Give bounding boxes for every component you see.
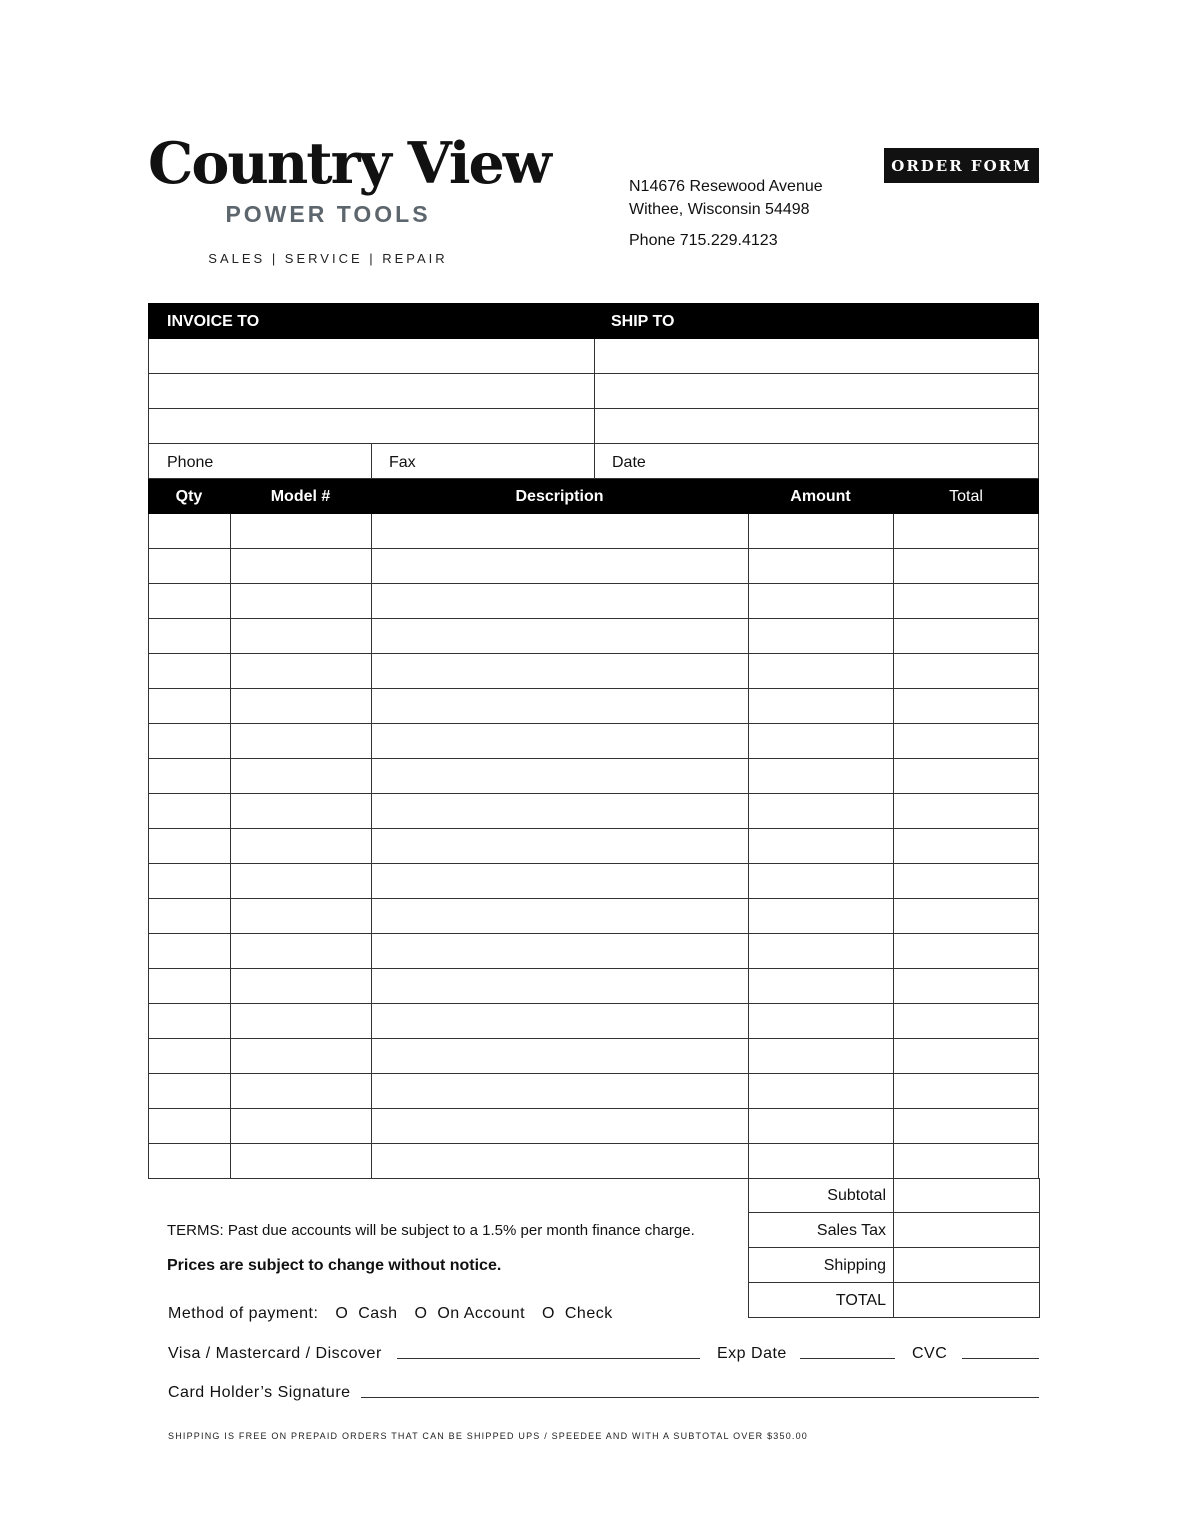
- table-row[interactable]: [149, 689, 1038, 724]
- table-row[interactable]: [149, 794, 1038, 829]
- table-row[interactable]: [149, 1039, 1038, 1074]
- table-row[interactable]: [149, 829, 1038, 864]
- table-row[interactable]: [149, 899, 1038, 934]
- address-line2: Withee, Wisconsin 54498: [629, 201, 810, 218]
- table-row[interactable]: [149, 549, 1038, 584]
- address-phone: Phone 715.229.4123: [629, 232, 778, 249]
- address-block: [148, 303, 1039, 479]
- table-row[interactable]: [149, 759, 1038, 794]
- exp-date-label: Exp Date: [717, 1345, 787, 1362]
- invoice-to-heading: INVOICE TO: [167, 313, 260, 330]
- order-form-badge: ORDER FORM: [884, 148, 1039, 183]
- brand-tagline: SALES | SERVICE | REPAIR: [208, 251, 448, 266]
- table-row[interactable]: [149, 1109, 1038, 1144]
- items-table: [148, 479, 1039, 1179]
- subtotal-label: Subtotal: [827, 1187, 886, 1204]
- date-label: Date: [612, 454, 646, 471]
- fax-label: Fax: [389, 454, 416, 471]
- address-line-row[interactable]: [148, 409, 1039, 444]
- signature-label: Card Holder’s Signature: [168, 1384, 351, 1401]
- shipping-footer-note: SHIPPING IS FREE ON PREPAID ORDERS THAT CAN BE SHIPPED UPS / SPEEDEE AND WITH A SUBTOTAL OVER $350.00: [168, 1431, 809, 1441]
- shipping-row[interactable]: [749, 1248, 1039, 1283]
- qty-header: Qty: [175, 488, 203, 505]
- items-header-bar: [148, 479, 1039, 514]
- payment-option-account[interactable]: O On Account: [414, 1305, 526, 1322]
- payment-method: [168, 1305, 625, 1323]
- payment-option-cash[interactable]: O Cash: [335, 1305, 398, 1322]
- description-header: Description: [515, 488, 604, 505]
- items-body: [148, 514, 1039, 1179]
- payment-option-check[interactable]: O Check: [542, 1305, 613, 1322]
- card-number-field[interactable]: [397, 1358, 700, 1359]
- table-row[interactable]: [149, 1074, 1038, 1109]
- address-line-row[interactable]: [148, 374, 1039, 409]
- contact-row[interactable]: [148, 444, 1039, 479]
- address-line-row[interactable]: [148, 339, 1039, 374]
- exp-date-field[interactable]: [800, 1358, 895, 1359]
- table-row[interactable]: [149, 584, 1038, 619]
- table-row[interactable]: [149, 934, 1038, 969]
- table-row[interactable]: [149, 864, 1038, 899]
- sales-tax-label: Sales Tax: [816, 1222, 886, 1239]
- total-row[interactable]: [749, 1283, 1039, 1318]
- total-header: Total: [949, 488, 983, 505]
- model-header: Model #: [270, 488, 331, 505]
- signature-field[interactable]: [361, 1397, 1039, 1398]
- shipping-label: Shipping: [823, 1257, 886, 1274]
- subtotal-row[interactable]: [749, 1178, 1039, 1213]
- payment-label: Method of payment:: [168, 1305, 319, 1322]
- cvc-field[interactable]: [962, 1358, 1039, 1359]
- total-label: TOTAL: [835, 1292, 886, 1309]
- table-row[interactable]: [149, 969, 1038, 1004]
- table-row[interactable]: [149, 724, 1038, 759]
- table-row[interactable]: [149, 1004, 1038, 1039]
- table-row[interactable]: [149, 514, 1038, 549]
- table-row[interactable]: [149, 1144, 1038, 1179]
- totals-box: [748, 1178, 1040, 1318]
- table-row[interactable]: [149, 654, 1038, 689]
- address-line1: N14676 Resewood Avenue: [629, 178, 823, 195]
- amount-header: Amount: [790, 488, 851, 505]
- terms-text: TERMS: Past due accounts will be subject to a 1.5% per month finance charge.: [167, 1222, 695, 1239]
- sales-tax-row[interactable]: [749, 1213, 1039, 1248]
- ship-to-heading: SHIP TO: [611, 313, 675, 330]
- table-row[interactable]: [149, 619, 1038, 654]
- cards-label: Visa / Mastercard / Discover: [168, 1345, 382, 1362]
- brand-subtitle: POWER TOOLS: [225, 201, 431, 227]
- phone-label: Phone: [167, 454, 214, 471]
- address-header-bar: [148, 303, 1039, 339]
- prices-note: Prices are subject to change without notice.: [167, 1257, 502, 1274]
- cvc-label: CVC: [912, 1345, 948, 1362]
- brand-name: Country View: [148, 130, 550, 197]
